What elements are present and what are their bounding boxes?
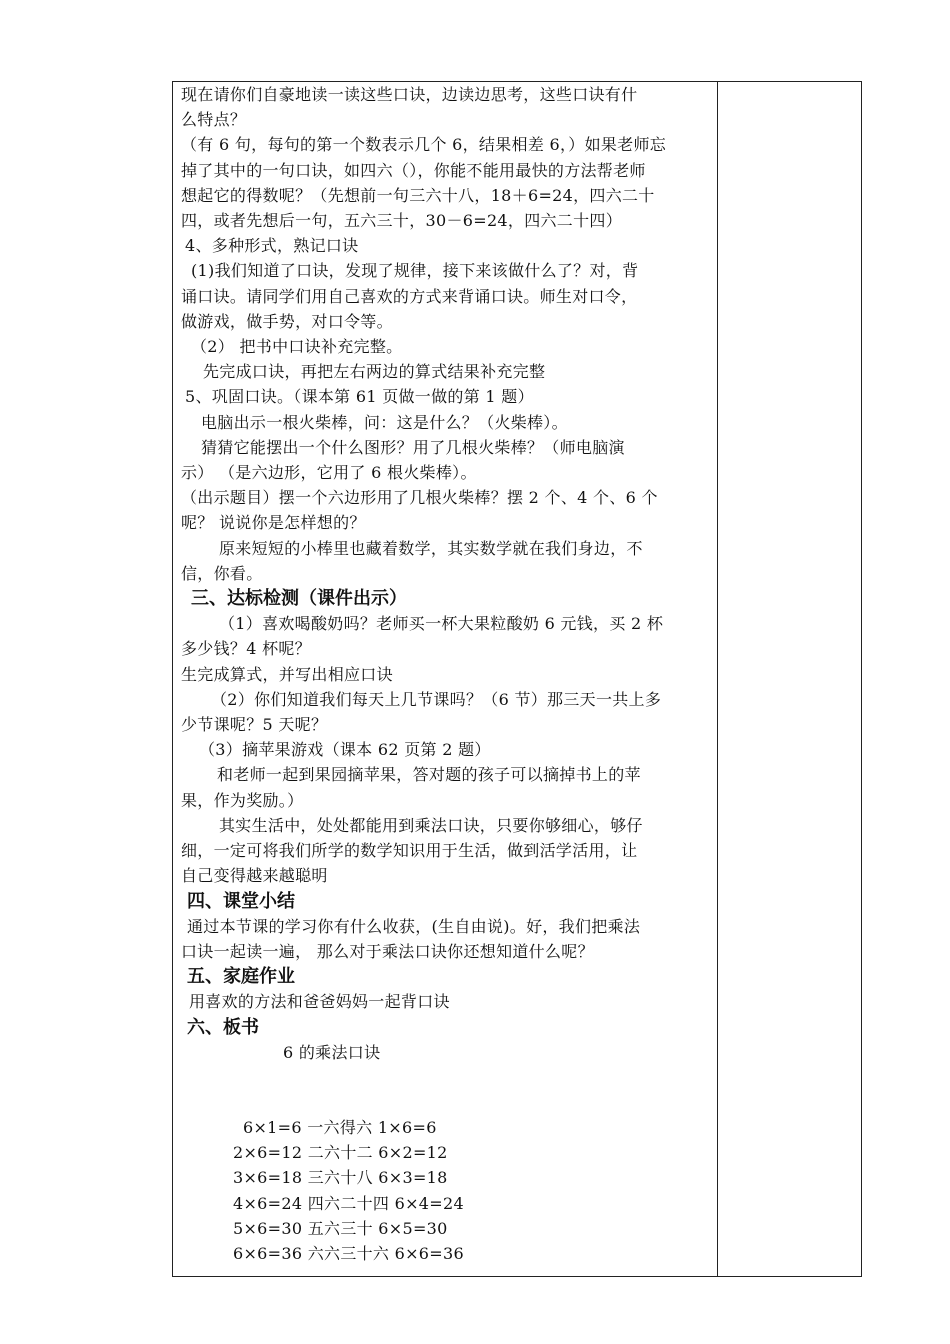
section-heading: 四、课堂小结 xyxy=(187,890,295,912)
text-line: 想起它的得数呢？（先想前一句三六十八，18＋6=24，四六二十 xyxy=(181,185,655,205)
text-line: 原来短短的小棒里也藏着数学，其实数学就在我们身边，不 xyxy=(219,538,643,558)
text-line: 做游戏，做手势，对口令等。 xyxy=(181,311,393,331)
text-line: 诵口诀。请同学们用自己喜欢的方式来背诵口诀。师生对口令， xyxy=(181,286,638,306)
text-line: 3×6=18 三六十八 6×3=18 xyxy=(233,1168,448,1188)
text-line: 通过本节课的学习你有什么收获，(生自由说)。好，我们把乘法 xyxy=(187,916,641,936)
text-line: 和老师一起到果园摘苹果，答对题的孩子可以摘掉书上的苹 xyxy=(217,765,641,785)
section-heading: 五、家庭作业 xyxy=(187,966,295,988)
text-line: 其实生活中，处处都能用到乘法口诀，只要你够细心，够仔 xyxy=(219,815,643,835)
text-line: 5、巩固口诀。（课本第 61 页做一做的第 1 题） xyxy=(185,387,534,407)
text-line: 4、多种形式，熟记口诀 xyxy=(185,236,359,256)
text-line: 少节课呢？5 天呢？ xyxy=(181,715,328,735)
text-line: 么特点？ xyxy=(181,110,247,130)
text-line: (1)我们知道了口诀，发现了规律，接下来该做什么了？对，背 xyxy=(191,261,639,281)
text-line: 呢？ 说说你是怎样想的？ xyxy=(181,513,366,533)
text-line: 细，一定可将我们所学的数学知识用于生活，做到活学活用，让 xyxy=(181,841,638,861)
text-line: 生完成算式，并写出相应口诀 xyxy=(181,664,393,684)
text-line: 猜猜它能摆出一个什么图形？用了几根火柴棒？（师电脑演 xyxy=(201,437,625,457)
text-line: 示） （是六边形，它用了 6 根火柴棒）。 xyxy=(181,463,477,483)
text-line: 多少钱？4 杯呢？ xyxy=(181,639,311,659)
lesson-table xyxy=(172,81,862,1277)
text-line: （3）摘苹果游戏（课本 62 页第 2 题） xyxy=(199,740,491,760)
text-line: 5×6=30 五六三十 6×5=30 xyxy=(233,1218,448,1238)
text-line: 果，作为奖励。） xyxy=(181,790,304,810)
text-line: （2） 把书中口诀补充完整。 xyxy=(191,337,403,357)
text-line: 电脑出示一根火柴棒，问：这是什么？（火柴棒）。 xyxy=(201,412,568,432)
text-line xyxy=(181,1065,711,1090)
text-line: 6×6=36 六六三十六 6×6=36 xyxy=(233,1243,464,1263)
lesson-content xyxy=(181,82,711,1266)
text-line: 掉了其中的一句口诀，如四六（），你能不能用最快的方法帮老师 xyxy=(181,160,646,180)
text-line: 用喜欢的方法和爸爸妈妈一起背口诀 xyxy=(189,992,450,1012)
text-line: 6 的乘法口诀 xyxy=(283,1042,381,1062)
section-heading: 六、板书 xyxy=(187,1016,259,1038)
text-line: （出示题目）摆一个六边形用了几根火柴棒？摆 2 个、4 个、6 个 xyxy=(181,488,658,508)
text-line: （2）你们知道我们每天上几节课吗？（6 节）那三天一共上多 xyxy=(211,689,662,709)
column-divider xyxy=(717,82,718,1276)
text-line: 2×6=12 二六十二 6×2=12 xyxy=(233,1143,448,1163)
text-line: 现在请你们自豪地读一读这些口诀，边读边思考，这些口诀有什 xyxy=(181,85,638,104)
text-line: 4×6=24 四六二十四 6×4=24 xyxy=(233,1193,464,1213)
text-line: 先完成口诀，再把左右两边的算式结果补充完整 xyxy=(203,362,546,382)
section-heading: 三、达标检测（课件出示） xyxy=(191,588,407,610)
text-line: （1）喜欢喝酸奶吗？老师买一杯大果粒酸奶 6 元钱，买 2 杯 xyxy=(219,614,664,634)
text-line: 自己变得越来越聪明 xyxy=(181,866,328,886)
text-line: 口诀一起读一遍， 那么对于乘法口诀你还想知道什么呢？ xyxy=(181,941,594,961)
text-line: （有 6 句，每句的第一个数表示几个 6，结果相差 6，）如果老师忘 xyxy=(181,135,667,155)
text-line: 信，你看。 xyxy=(181,563,263,583)
text-line: 四，或者先想后一句，五六三十，30－6=24，四六二十四） xyxy=(181,211,623,231)
text-line xyxy=(181,1090,711,1115)
text-line: 6×1=6 一六得六 1×6=6 xyxy=(243,1117,437,1137)
